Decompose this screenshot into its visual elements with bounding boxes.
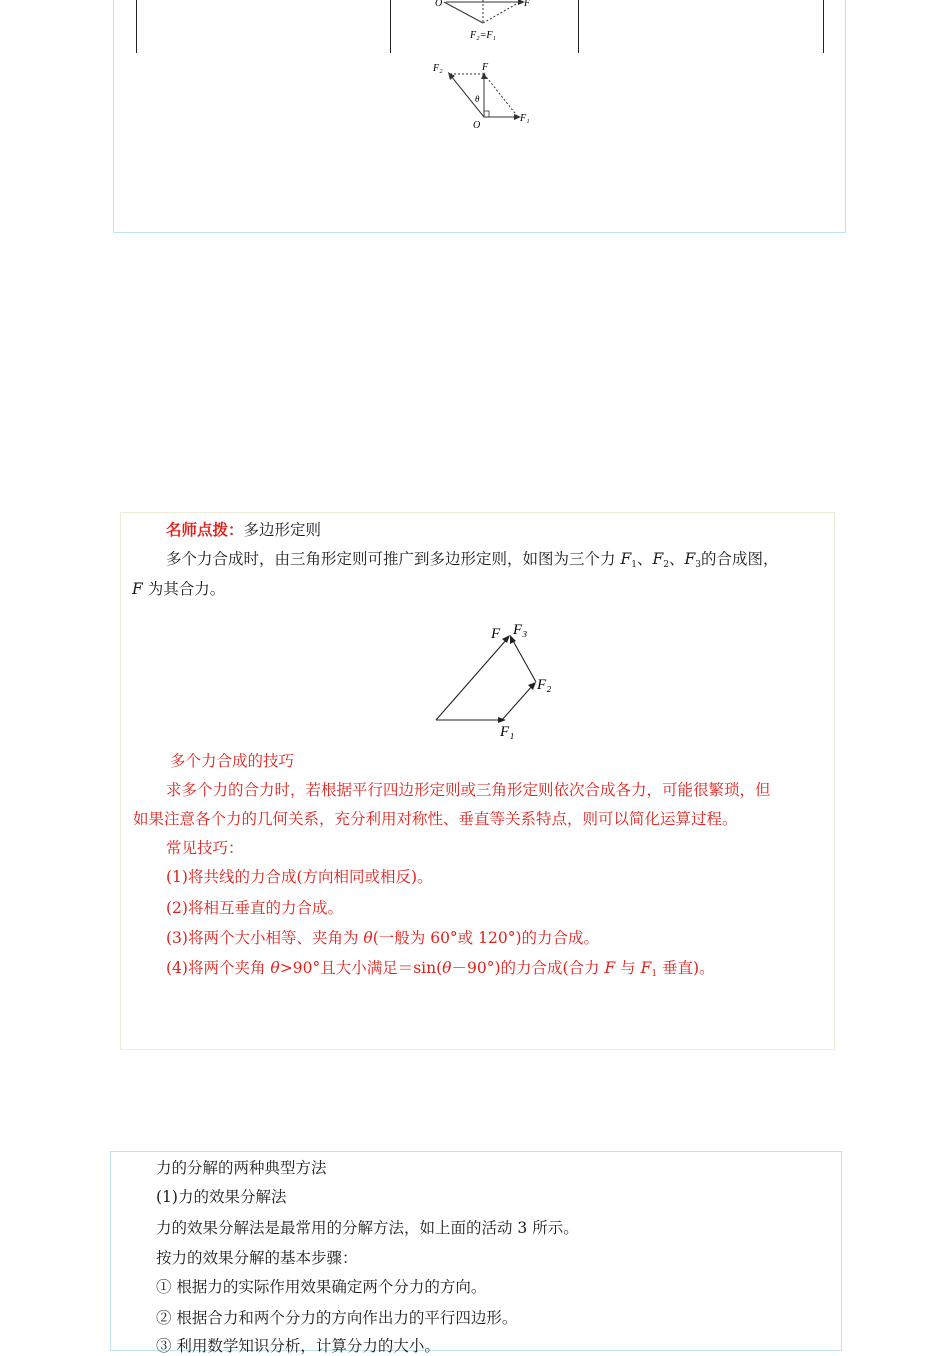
table-border-line xyxy=(390,0,391,53)
label-f2: F₂ xyxy=(433,63,443,74)
theta-symbol: θ xyxy=(442,959,452,977)
label-f: F xyxy=(491,626,501,642)
method-step-1: ① 根据力的实际作用效果确定两个分力的方向。 xyxy=(156,1278,487,1296)
text: 与 xyxy=(615,959,641,977)
text: 多个力合成时，由三角形定则可推广到多边形定则，如图为三个力 xyxy=(166,550,621,568)
tip-item-3 xyxy=(166,928,599,948)
text: 的合成图， xyxy=(700,550,779,568)
f1-symbol: F xyxy=(620,550,632,568)
label-f3: F₃ xyxy=(513,622,528,638)
text: (一般为 60°或 120°)的力合成。 xyxy=(372,929,599,947)
table-border-line xyxy=(823,0,824,53)
text: 、 xyxy=(668,550,685,568)
tips-paragraph-line-2: 如果注意各个力的几何关系，充分利用对称性、垂直等关系特点，则可以简化运算过程。 xyxy=(133,810,738,828)
theta-symbol: θ xyxy=(270,959,280,977)
f3-symbol: F xyxy=(684,550,696,568)
method-paragraph-2: 按力的效果分解的基本步骤： xyxy=(156,1249,358,1267)
label-o: O xyxy=(435,0,443,9)
label-o: O xyxy=(473,120,481,131)
diagram-line xyxy=(483,2,520,23)
table-border-line xyxy=(578,0,579,53)
diagram-line xyxy=(484,74,518,117)
tip-intro-line-1: 多个力合成时，由三角形定则可推广到多边形定则，如图为三个力 $F_1$、$F_2$、$F_3$的合成图， xyxy=(166,550,779,570)
table-border-line xyxy=(136,0,137,53)
text: 垂直)。 xyxy=(657,959,715,977)
tip-item-4: (4)将两个夹角 θ>90°且大小满足＝sin(θ－90°)的力合成(合力 F 与 $F_1$ 垂直)。 xyxy=(166,959,715,979)
tip-heading-text: 多边形定则 xyxy=(243,521,322,539)
tip-heading xyxy=(166,520,321,540)
text: (3)将两个大小相等、夹角为 xyxy=(166,929,364,947)
label-f: F xyxy=(524,0,531,9)
tips-title: 多个力合成的技巧 xyxy=(170,752,295,770)
method-subtitle-1: (1)力的效果分解法 xyxy=(156,1188,287,1206)
arrowhead xyxy=(502,635,510,643)
text: >90°且大小满足＝sin( xyxy=(279,959,443,977)
polygon-rule-diagram xyxy=(430,615,570,743)
label-f2-f1: F₂=F₁ xyxy=(470,30,496,41)
theta-symbol: θ xyxy=(363,929,373,947)
common-tips-label: 常见技巧： xyxy=(166,839,244,857)
arrowhead xyxy=(448,72,455,80)
method-step-3: ③ 利用数学知识分析，计算分力的大小。 xyxy=(156,1337,440,1355)
vector-f2 xyxy=(502,685,533,720)
label-f: F xyxy=(482,62,489,73)
text: －90°)的力合成(合力 xyxy=(451,959,605,977)
tip-item-1: (1)将共线的力合成(方向相同或相反)。 xyxy=(166,868,433,886)
method-paragraph-1: 力的效果分解法是最常用的分解方法，如上面的活动 3 所示。 xyxy=(156,1219,579,1237)
method-title: 力的分解的两种典型方法 xyxy=(156,1159,327,1177)
tip-heading-label: 名师点拨： xyxy=(166,520,244,539)
tips-paragraph-line-1: 求多个力的合力时，若根据平行四边形定则或三角形定则依次合成各力，可能很繁琐，但 xyxy=(166,781,771,799)
force-diagram-right-angle xyxy=(425,58,540,133)
diagram-line xyxy=(444,2,483,23)
f1-symbol: F xyxy=(640,959,652,977)
arrowhead xyxy=(481,72,487,79)
label-f1: F₁ xyxy=(520,113,530,124)
text: 为其合力。 xyxy=(142,580,226,598)
label-theta: θ xyxy=(475,94,480,104)
f-symbol: F xyxy=(132,580,143,598)
label-f2: F₂ xyxy=(537,677,552,693)
f-symbol: F xyxy=(604,959,616,977)
vector-f3 xyxy=(512,639,536,682)
f2-symbol: F xyxy=(652,550,664,568)
vector-f-resultant xyxy=(436,639,507,720)
force-diagram-top xyxy=(420,0,540,46)
text: 、 xyxy=(636,550,653,568)
method-step-2: ② 根据合力和两个分力的方向作出力的平行四边形。 xyxy=(156,1309,518,1327)
tip-intro-line-2 xyxy=(132,579,225,599)
right-angle-mark xyxy=(484,111,489,117)
text: (4)将两个夹角 xyxy=(166,959,271,977)
label-f1: F₁ xyxy=(500,724,515,740)
tip-item-2: (2)将相互垂直的力合成。 xyxy=(166,899,343,917)
